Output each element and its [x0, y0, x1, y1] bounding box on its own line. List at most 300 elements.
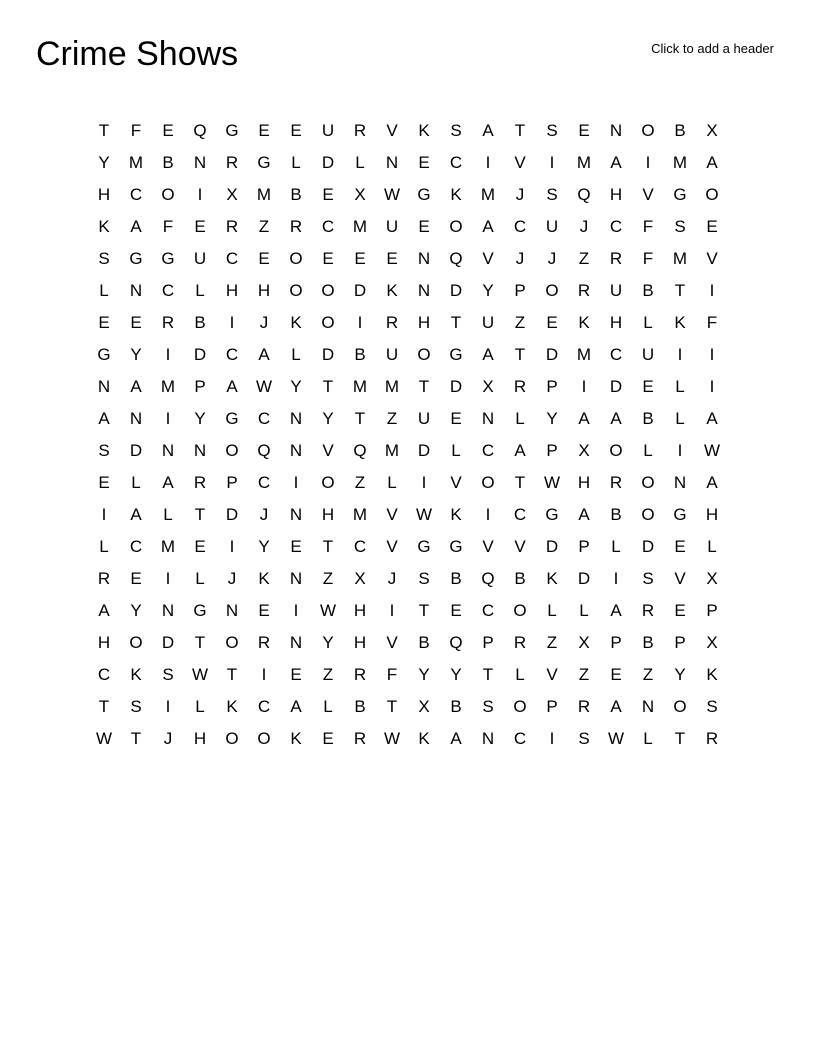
grid-letter: E	[450, 409, 462, 428]
grid-letter: L	[643, 313, 653, 332]
grid-letter: R	[97, 569, 111, 588]
grid-letter: L	[195, 281, 205, 300]
grid-letter: I	[549, 729, 555, 748]
grid-row	[88, 403, 728, 435]
grid-letter: G	[673, 505, 687, 524]
grid-letter: M	[384, 377, 400, 396]
grid-letter: T	[418, 601, 430, 620]
grid-letter: H	[353, 633, 367, 652]
grid-letter: M	[352, 377, 368, 396]
grid-letter: W	[415, 505, 433, 524]
grid-letter: C	[321, 217, 335, 236]
grid-letter: Y	[674, 665, 686, 684]
grid-letter: X	[706, 569, 718, 588]
grid-letter: T	[322, 537, 334, 556]
grid-letter: R	[513, 377, 527, 396]
grid-row	[88, 307, 728, 339]
grid-letter: R	[705, 729, 719, 748]
grid-row	[88, 531, 728, 563]
grid-letter: S	[98, 441, 110, 460]
grid-letter: Z	[386, 409, 398, 428]
grid-letter: B	[450, 697, 462, 716]
grid-letter: G	[225, 409, 239, 428]
grid-letter: O	[289, 249, 303, 268]
grid-letter: D	[609, 377, 623, 396]
grid-letter: H	[97, 633, 111, 652]
grid-letter: V	[482, 249, 494, 268]
grid-letter: V	[386, 633, 398, 652]
grid-letter: A	[578, 409, 590, 428]
grid-letter: W	[607, 729, 625, 748]
grid-letter: L	[99, 281, 109, 300]
grid-letter: T	[514, 345, 526, 364]
grid-letter: O	[417, 345, 431, 364]
grid-letter: I	[677, 345, 683, 364]
grid-letter: E	[546, 313, 558, 332]
grid-letter: L	[515, 665, 525, 684]
grid-letter: T	[674, 281, 686, 300]
grid-letter: N	[193, 153, 207, 172]
grid-letter: S	[674, 217, 686, 236]
grid-letter: F	[130, 121, 142, 140]
grid-letter: K	[450, 505, 462, 524]
grid-letter: E	[674, 601, 686, 620]
grid-letter: E	[450, 601, 462, 620]
grid-letter: I	[229, 537, 235, 556]
grid-letter: O	[321, 281, 335, 300]
grid-letter: E	[258, 601, 270, 620]
grid-letter: O	[321, 473, 335, 492]
grid-letter: K	[226, 697, 238, 716]
grid-letter: R	[289, 217, 303, 236]
grid-letter: I	[709, 281, 715, 300]
grid-row	[88, 723, 728, 755]
grid-letter: S	[546, 121, 558, 140]
grid-letter: Q	[449, 633, 463, 652]
grid-letter: G	[193, 601, 207, 620]
grid-letter: C	[481, 441, 495, 460]
grid-letter: L	[163, 505, 173, 524]
grid-letter: R	[609, 249, 623, 268]
grid-letter: B	[610, 505, 622, 524]
grid-letter: H	[193, 729, 207, 748]
grid-letter: E	[98, 473, 110, 492]
grid-letter: W	[95, 729, 113, 748]
grid-letter: B	[642, 633, 654, 652]
grid-letter: P	[226, 473, 238, 492]
grid-letter: L	[675, 409, 685, 428]
grid-letter: T	[386, 697, 398, 716]
grid-letter: I	[165, 697, 171, 716]
grid-letter: L	[99, 537, 109, 556]
grid-letter: U	[321, 121, 335, 140]
grid-letter: E	[578, 121, 590, 140]
grid-letter: N	[673, 473, 687, 492]
grid-letter: F	[642, 249, 654, 268]
grid-letter: C	[513, 217, 527, 236]
grid-letter: K	[130, 665, 142, 684]
grid-letter: L	[707, 537, 717, 556]
grid-letter: P	[578, 537, 590, 556]
grid-letter: V	[706, 249, 718, 268]
grid-letter: B	[162, 153, 174, 172]
grid-letter: B	[674, 121, 686, 140]
grid-letter: L	[195, 697, 205, 716]
grid-row	[88, 243, 728, 275]
grid-letter: X	[578, 441, 590, 460]
grid-letter: X	[706, 633, 718, 652]
grid-letter: I	[613, 569, 619, 588]
grid-letter: Y	[450, 665, 462, 684]
grid-letter: T	[450, 313, 462, 332]
grid-row	[88, 211, 728, 243]
grid-letter: M	[384, 441, 400, 460]
grid-letter: I	[261, 665, 267, 684]
grid-letter: S	[546, 185, 558, 204]
header-placeholder[interactable]: Click to add a header	[651, 41, 774, 56]
grid-letter: K	[546, 569, 558, 588]
grid-letter: A	[610, 153, 622, 172]
grid-letter: N	[641, 697, 655, 716]
grid-letter: N	[225, 601, 239, 620]
grid-letter: S	[98, 249, 110, 268]
grid-letter: F	[162, 217, 174, 236]
grid-letter: O	[257, 729, 271, 748]
grid-letter: G	[257, 153, 271, 172]
grid-letter: E	[162, 121, 174, 140]
grid-letter: E	[290, 121, 302, 140]
grid-letter: D	[321, 345, 335, 364]
grid-row	[88, 499, 728, 531]
grid-letter: A	[610, 601, 622, 620]
grid-letter: Y	[130, 601, 142, 620]
grid-letter: N	[417, 249, 431, 268]
grid-letter: A	[482, 121, 494, 140]
grid-letter: K	[450, 185, 462, 204]
grid-letter: O	[161, 185, 175, 204]
grid-letter: Z	[642, 665, 654, 684]
grid-letter: S	[642, 569, 654, 588]
grid-letter: U	[609, 281, 623, 300]
grid-letter: E	[418, 217, 430, 236]
grid-letter: L	[611, 537, 621, 556]
grid-letter: O	[289, 281, 303, 300]
grid-letter: P	[194, 377, 206, 396]
grid-letter: I	[165, 409, 171, 428]
grid-letter: H	[97, 185, 111, 204]
grid-letter: A	[482, 345, 494, 364]
grid-letter: T	[482, 665, 494, 684]
grid-letter: O	[225, 729, 239, 748]
grid-letter: D	[225, 505, 239, 524]
grid-letter: E	[322, 729, 334, 748]
grid-letter: R	[577, 281, 591, 300]
grid-letter: V	[514, 537, 526, 556]
grid-letter: H	[321, 505, 335, 524]
grid-letter: E	[642, 377, 654, 396]
grid-letter: M	[576, 153, 592, 172]
grid-letter: D	[321, 153, 335, 172]
grid-letter: N	[417, 281, 431, 300]
grid-letter: I	[485, 153, 491, 172]
grid-letter: Y	[322, 633, 334, 652]
grid-letter: L	[515, 409, 525, 428]
grid-letter: E	[130, 569, 142, 588]
grid-letter: P	[706, 601, 718, 620]
grid-letter: J	[387, 569, 397, 588]
grid-letter: Z	[322, 569, 334, 588]
grid-letter: H	[417, 313, 431, 332]
grid-letter: K	[418, 729, 430, 748]
grid-letter: W	[191, 665, 209, 684]
grid-row	[88, 467, 728, 499]
grid-letter: V	[674, 569, 686, 588]
grid-letter: N	[289, 569, 303, 588]
grid-letter: X	[354, 185, 366, 204]
grid-letter: C	[257, 409, 271, 428]
grid-row	[88, 435, 728, 467]
grid-letter: E	[290, 537, 302, 556]
grid-letter: L	[131, 473, 141, 492]
grid-letter: L	[547, 601, 557, 620]
grid-letter: O	[321, 313, 335, 332]
grid-letter: S	[450, 121, 462, 140]
grid-letter: J	[579, 217, 589, 236]
grid-letter: Z	[578, 249, 590, 268]
grid-row	[88, 691, 728, 723]
grid-letter: O	[641, 121, 655, 140]
grid-letter: O	[225, 633, 239, 652]
grid-letter: L	[291, 153, 301, 172]
grid-letter: C	[129, 185, 143, 204]
grid-letter: R	[225, 217, 239, 236]
grid-letter: A	[226, 377, 238, 396]
grid-letter: W	[703, 441, 721, 460]
grid-letter: G	[97, 345, 111, 364]
grid-letter: K	[418, 121, 430, 140]
grid-letter: G	[161, 249, 175, 268]
grid-letter: E	[322, 185, 334, 204]
grid-letter: D	[641, 537, 655, 556]
grid-letter: M	[352, 217, 368, 236]
grid-letter: R	[513, 633, 527, 652]
grid-letter: L	[195, 569, 205, 588]
grid-letter: W	[383, 729, 401, 748]
grid-letter: H	[577, 473, 591, 492]
grid-letter: O	[449, 217, 463, 236]
grid-row	[88, 115, 728, 147]
grid-letter: G	[417, 537, 431, 556]
grid-letter: O	[129, 633, 143, 652]
grid-letter: I	[389, 601, 395, 620]
grid-letter: M	[128, 153, 144, 172]
grid-letter: S	[418, 569, 430, 588]
grid-letter: I	[645, 153, 651, 172]
grid-row	[88, 371, 728, 403]
grid-letter: G	[449, 537, 463, 556]
grid-letter: E	[418, 153, 430, 172]
grid-letter: O	[545, 281, 559, 300]
grid-letter: S	[482, 697, 494, 716]
grid-letter: X	[226, 185, 238, 204]
grid-letter: G	[449, 345, 463, 364]
grid-letter: C	[97, 665, 111, 684]
grid-letter: I	[293, 473, 299, 492]
grid-letter: N	[129, 409, 143, 428]
grid-letter: I	[229, 313, 235, 332]
grid-letter: T	[514, 473, 526, 492]
grid-letter: A	[98, 601, 110, 620]
grid-letter: T	[98, 697, 110, 716]
grid-letter: P	[610, 633, 622, 652]
grid-letter: U	[481, 313, 495, 332]
grid-letter: Y	[322, 409, 334, 428]
grid-letter: C	[609, 345, 623, 364]
grid-letter: Z	[354, 473, 366, 492]
grid-letter: N	[289, 505, 303, 524]
grid-letter: O	[609, 441, 623, 460]
grid-letter: N	[129, 281, 143, 300]
grid-letter: K	[290, 313, 302, 332]
grid-letter: T	[322, 377, 334, 396]
grid-letter: B	[194, 313, 206, 332]
grid-letter: S	[578, 729, 590, 748]
grid-letter: O	[513, 697, 527, 716]
grid-letter: L	[451, 441, 461, 460]
grid-letter: E	[194, 537, 206, 556]
grid-letter: T	[194, 633, 206, 652]
grid-letter: K	[706, 665, 718, 684]
grid-letter: E	[610, 665, 622, 684]
grid-letter: E	[258, 121, 270, 140]
grid-letter: C	[257, 473, 271, 492]
grid-letter: Y	[418, 665, 430, 684]
grid-letter: I	[709, 345, 715, 364]
grid-letter: R	[257, 633, 271, 652]
grid-letter: N	[481, 729, 495, 748]
grid-letter: E	[98, 313, 110, 332]
grid-letter: R	[225, 153, 239, 172]
grid-letter: V	[386, 121, 398, 140]
grid-letter: R	[353, 121, 367, 140]
grid-letter: O	[705, 185, 719, 204]
grid-letter: H	[705, 505, 719, 524]
grid-letter: J	[227, 569, 237, 588]
grid-letter: R	[385, 313, 399, 332]
grid-letter: G	[129, 249, 143, 268]
grid-letter: O	[673, 697, 687, 716]
grid-letter: U	[641, 345, 655, 364]
grid-letter: D	[545, 345, 559, 364]
grid-letter: S	[706, 697, 718, 716]
grid-letter: L	[291, 345, 301, 364]
grid-letter: V	[546, 665, 558, 684]
grid-letter: B	[418, 633, 430, 652]
grid-letter: L	[675, 377, 685, 396]
grid-letter: P	[546, 441, 558, 460]
grid-letter: M	[672, 249, 688, 268]
grid-letter: V	[450, 473, 462, 492]
grid-letter: E	[194, 217, 206, 236]
grid-letter: K	[386, 281, 398, 300]
grid-letter: U	[545, 217, 559, 236]
grid-letter: W	[255, 377, 273, 396]
grid-row	[88, 659, 728, 691]
grid-letter: A	[514, 441, 526, 460]
grid-letter: Z	[578, 665, 590, 684]
grid-letter: I	[709, 377, 715, 396]
grid-letter: B	[514, 569, 526, 588]
grid-row	[88, 275, 728, 307]
grid-letter: G	[673, 185, 687, 204]
grid-letter: A	[706, 473, 718, 492]
grid-letter: C	[353, 537, 367, 556]
grid-letter: R	[193, 473, 207, 492]
grid-letter: A	[258, 345, 270, 364]
grid-letter: R	[609, 473, 623, 492]
grid-letter: X	[706, 121, 718, 140]
grid-letter: O	[513, 601, 527, 620]
grid-letter: Y	[290, 377, 302, 396]
grid-letter: A	[98, 409, 110, 428]
grid-letter: B	[642, 409, 654, 428]
grid-letter: V	[386, 537, 398, 556]
grid-letter: K	[258, 569, 270, 588]
grid-letter: V	[386, 505, 398, 524]
grid-letter: I	[293, 601, 299, 620]
grid-letter: I	[421, 473, 427, 492]
grid-letter: Z	[258, 217, 270, 236]
grid-letter: R	[641, 601, 655, 620]
grid-letter: C	[129, 537, 143, 556]
grid-letter: H	[353, 601, 367, 620]
grid-letter: V	[514, 153, 526, 172]
grid-letter: U	[417, 409, 431, 428]
grid-letter: N	[161, 601, 175, 620]
grid-letter: T	[674, 729, 686, 748]
grid-letter: B	[354, 345, 366, 364]
grid-letter: K	[674, 313, 686, 332]
grid-letter: J	[163, 729, 173, 748]
grid-letter: J	[259, 505, 269, 524]
grid-letter: M	[256, 185, 272, 204]
grid-letter: K	[578, 313, 590, 332]
grid-letter: P	[546, 377, 558, 396]
grid-letter: E	[354, 249, 366, 268]
grid-letter: C	[513, 505, 527, 524]
grid-letter: Q	[193, 121, 207, 140]
grid-letter: W	[543, 473, 561, 492]
page-title[interactable]: Crime Shows	[36, 35, 239, 73]
grid-row	[88, 627, 728, 659]
grid-letter: D	[449, 377, 463, 396]
grid-letter: Y	[546, 409, 558, 428]
grid-letter: D	[129, 441, 143, 460]
grid-letter: E	[290, 665, 302, 684]
grid-letter: U	[385, 217, 399, 236]
grid-letter: M	[352, 505, 368, 524]
grid-letter: P	[482, 633, 494, 652]
grid-letter: A	[482, 217, 494, 236]
grid-letter: C	[481, 601, 495, 620]
grid-letter: A	[450, 729, 462, 748]
grid-letter: M	[672, 153, 688, 172]
grid-letter: R	[353, 665, 367, 684]
grid-letter: V	[322, 441, 334, 460]
grid-letter: D	[577, 569, 591, 588]
grid-letter: C	[161, 281, 175, 300]
grid-letter: E	[386, 249, 398, 268]
